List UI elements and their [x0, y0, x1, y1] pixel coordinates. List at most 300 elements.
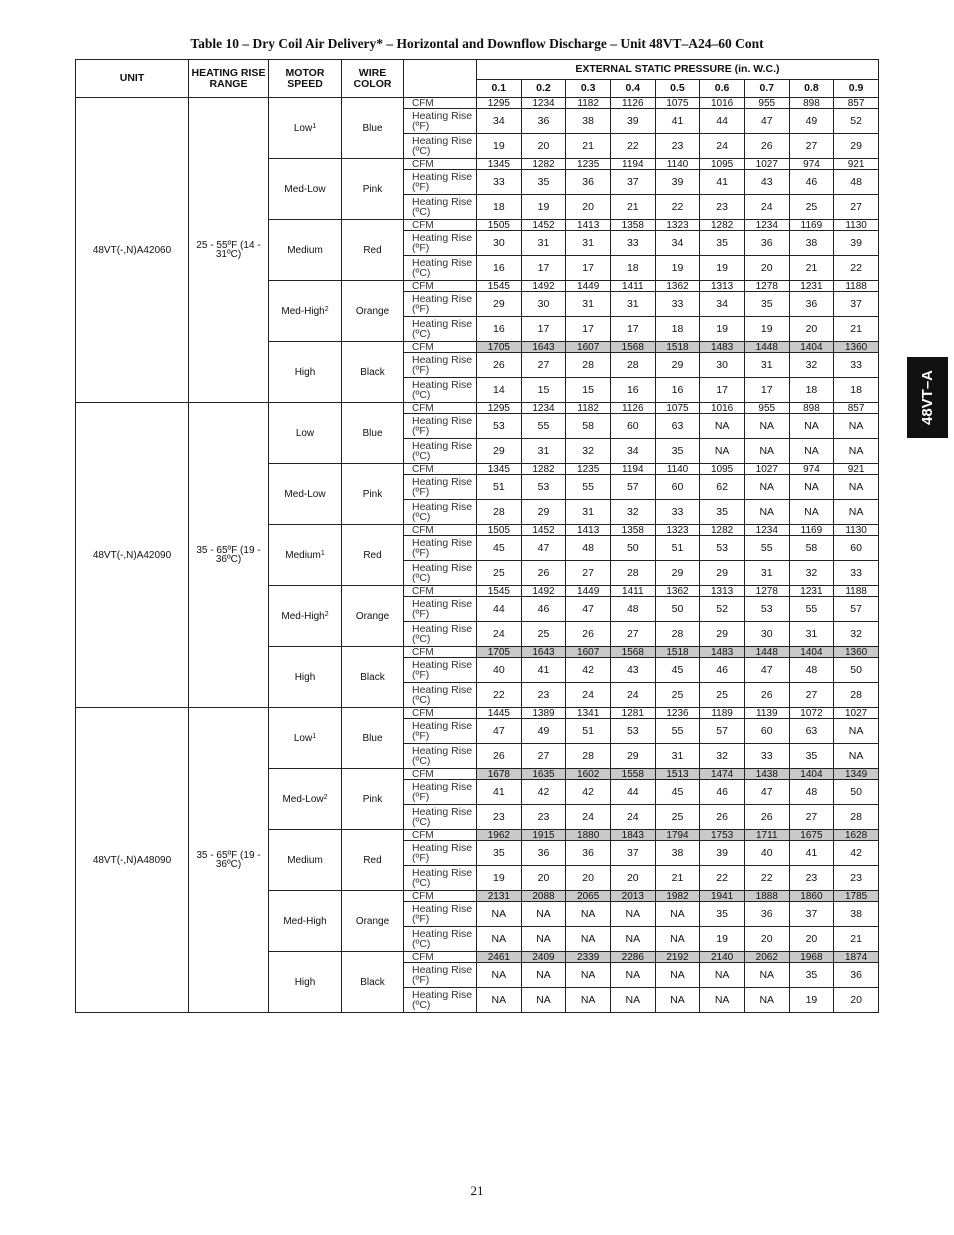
rise-f-value: 45 — [655, 658, 700, 683]
rise-c-value: 18 — [834, 378, 879, 403]
rise-f-value: 27 — [521, 353, 566, 378]
rise-f-value: 37 — [610, 170, 655, 195]
rise-c-value: 15 — [521, 378, 566, 403]
cfm-value: 1449 — [566, 586, 611, 597]
cfm-value: 1888 — [744, 891, 789, 902]
row-label-rise-c: Heating Rise (ºC) — [404, 317, 477, 342]
rise-c-value: 23 — [655, 134, 700, 159]
rise-f-value: 36 — [789, 292, 834, 317]
rise-f-value: 39 — [834, 231, 879, 256]
rise-f-value: NA — [744, 963, 789, 988]
rise-f-value: 42 — [566, 658, 611, 683]
rise-c-value: 19 — [477, 134, 522, 159]
rise-c-value: 24 — [610, 683, 655, 708]
rise-c-value: 22 — [744, 866, 789, 891]
rise-f-value: 36 — [521, 109, 566, 134]
rise-f-value: NA — [566, 902, 611, 927]
rise-c-value: NA — [655, 988, 700, 1013]
rise-c-value: 22 — [477, 683, 522, 708]
cfm-value: 2286 — [610, 952, 655, 963]
rise-f-value: NA — [655, 963, 700, 988]
rise-c-value: NA — [700, 988, 745, 1013]
motor-speed — [269, 525, 342, 586]
rise-f-value: 31 — [744, 353, 789, 378]
cfm-value: 1358 — [610, 525, 655, 536]
motor-speed-label: Medium — [285, 549, 321, 561]
rise-c-value: 22 — [610, 134, 655, 159]
rise-f-value: 31 — [566, 231, 611, 256]
cfm-value: 1360 — [834, 647, 879, 658]
rise-c-value: 21 — [834, 927, 879, 952]
cfm-value: 1140 — [655, 159, 700, 170]
rise-f-value: 49 — [521, 719, 566, 744]
rise-f-value: 44 — [477, 597, 522, 622]
rise-f-value: 55 — [566, 475, 611, 500]
row-label-rise-f: Heating Rise (ºF) — [404, 170, 477, 195]
rise-c-value: 25 — [789, 195, 834, 220]
rise-f-value: 60 — [655, 475, 700, 500]
row-label-rise-f: Heating Rise (ºF) — [404, 414, 477, 439]
rise-c-value: 18 — [610, 256, 655, 281]
rise-c-value: NA — [744, 439, 789, 464]
rise-f-value: 49 — [789, 109, 834, 134]
rise-c-value: NA — [521, 988, 566, 1013]
cfm-value: 1140 — [655, 464, 700, 475]
motor-speed-label: High — [294, 671, 316, 683]
cfm-row — [76, 98, 879, 109]
rise-c-value: 26 — [744, 683, 789, 708]
rise-f-value: 50 — [834, 658, 879, 683]
rise-c-value: 16 — [477, 317, 522, 342]
rise-c-value: 19 — [700, 317, 745, 342]
rise-f-value: 41 — [789, 841, 834, 866]
cfm-value: 1962 — [477, 830, 522, 841]
rise-f-value: 36 — [744, 902, 789, 927]
cfm-value: 1492 — [521, 281, 566, 292]
cfm-value: 1492 — [521, 586, 566, 597]
cfm-value: 1282 — [700, 220, 745, 231]
row-label-rise-c: Heating Rise (ºC) — [404, 378, 477, 403]
rise-c-value: 21 — [655, 866, 700, 891]
rise-f-value: 47 — [744, 780, 789, 805]
cfm-value: 1126 — [610, 98, 655, 109]
cfm-value: 1234 — [744, 525, 789, 536]
rise-f-value: 35 — [521, 170, 566, 195]
cfm-value: 2192 — [655, 952, 700, 963]
header-motor-speed: MOTOR SPEED — [269, 60, 342, 98]
rise-f-value: 37 — [789, 902, 834, 927]
cfm-value: 1982 — [655, 891, 700, 902]
rise-c-value: 31 — [655, 744, 700, 769]
rise-c-value: 19 — [477, 866, 522, 891]
cfm-value: 1941 — [700, 891, 745, 902]
header-pressure: 0.3 — [566, 80, 611, 98]
rise-f-value: 35 — [477, 841, 522, 866]
motor-speed — [269, 159, 342, 220]
cfm-value: 1188 — [834, 586, 879, 597]
row-label-rise-f: Heating Rise (ºF) — [404, 353, 477, 378]
rise-f-value: 45 — [655, 780, 700, 805]
rise-f-value: 60 — [610, 414, 655, 439]
row-label-rise-f: Heating Rise (ºF) — [404, 780, 477, 805]
cfm-value: 1016 — [700, 98, 745, 109]
rise-c-value: 30 — [744, 622, 789, 647]
cfm-value: 1413 — [566, 220, 611, 231]
table-title: Table 10 – Dry Coil Air Delivery* – Horizontal and Downflow Discharge – Unit 48VT–A24–60 Cont — [190, 36, 764, 51]
cfm-value: 1678 — [477, 769, 522, 780]
cfm-value: 1643 — [521, 647, 566, 658]
cfm-value: 1282 — [700, 525, 745, 536]
section-tab — [907, 357, 948, 438]
rise-c-value: 24 — [610, 805, 655, 830]
cfm-value: 1607 — [566, 647, 611, 658]
rise-c-value: 16 — [477, 256, 522, 281]
rise-f-value: NA — [789, 475, 834, 500]
heating-rise-range: 35 - 65ºF (19 - 36ºC) — [189, 708, 269, 1013]
rise-f-value: 36 — [834, 963, 879, 988]
rise-f-value: 47 — [744, 109, 789, 134]
cfm-value: 1130 — [834, 525, 879, 536]
rise-f-value: 57 — [700, 719, 745, 744]
motor-speed-label: Low — [293, 732, 313, 744]
motor-speed — [269, 952, 342, 1013]
cfm-value: 1130 — [834, 220, 879, 231]
cfm-value: 2065 — [566, 891, 611, 902]
rise-f-value: 44 — [610, 780, 655, 805]
row-label-rise-f: Heating Rise (ºF) — [404, 109, 477, 134]
rise-f-value: 41 — [700, 170, 745, 195]
rise-f-value: NA — [477, 963, 522, 988]
motor-speed — [269, 464, 342, 525]
row-label-rise-c: Heating Rise (ºC) — [404, 561, 477, 586]
rise-c-value: 33 — [834, 561, 879, 586]
rise-f-value: 57 — [834, 597, 879, 622]
rise-f-value: 39 — [655, 170, 700, 195]
cfm-value: 1602 — [566, 769, 611, 780]
rise-f-value: 50 — [655, 597, 700, 622]
cfm-value: 1643 — [521, 342, 566, 353]
rise-f-value: 36 — [521, 841, 566, 866]
motor-speed — [269, 769, 342, 830]
cfm-value: 1448 — [744, 342, 789, 353]
rise-f-value: 41 — [477, 780, 522, 805]
rise-c-value: 21 — [789, 256, 834, 281]
cfm-value: 1404 — [789, 769, 834, 780]
rise-f-value: 52 — [700, 597, 745, 622]
header-pressure: 0.2 — [521, 80, 566, 98]
cfm-value: 1169 — [789, 525, 834, 536]
header-blank — [404, 60, 477, 98]
rise-f-value: 32 — [789, 353, 834, 378]
unit-model: 48VT(-,N)A42090 — [76, 403, 189, 708]
rise-f-value: 39 — [610, 109, 655, 134]
rise-c-value: 18 — [655, 317, 700, 342]
rise-c-value: 35 — [789, 744, 834, 769]
cfm-value: 2339 — [566, 952, 611, 963]
footnote-mark: 1 — [312, 732, 317, 740]
rise-f-value: 53 — [700, 536, 745, 561]
cfm-value: 1295 — [477, 98, 522, 109]
rise-f-value: 55 — [789, 597, 834, 622]
rise-f-value: 50 — [610, 536, 655, 561]
rise-f-value: NA — [744, 414, 789, 439]
cfm-value: 1449 — [566, 281, 611, 292]
rise-c-value: NA — [789, 439, 834, 464]
rise-c-value: 29 — [700, 622, 745, 647]
rise-c-value: 20 — [521, 866, 566, 891]
rise-f-value: 41 — [521, 658, 566, 683]
rise-c-value: 27 — [789, 134, 834, 159]
cfm-value: 1705 — [477, 647, 522, 658]
rise-f-value: NA — [700, 963, 745, 988]
rise-f-value: 48 — [610, 597, 655, 622]
rise-c-value: 35 — [655, 439, 700, 464]
cfm-value: 1072 — [789, 708, 834, 719]
cfm-value: 2140 — [700, 952, 745, 963]
motor-speed-label: Med-Low — [284, 488, 326, 500]
row-label-cfm: CFM — [404, 281, 477, 292]
cfm-value: 1075 — [655, 98, 700, 109]
cfm-value: 1323 — [655, 525, 700, 536]
rise-f-value: NA — [521, 902, 566, 927]
rise-c-value: 23 — [477, 805, 522, 830]
rise-c-value: 20 — [566, 195, 611, 220]
rise-f-value: 36 — [744, 231, 789, 256]
cfm-value: 1027 — [744, 159, 789, 170]
row-label-rise-f: Heating Rise (ºF) — [404, 841, 477, 866]
rise-c-value: 20 — [789, 927, 834, 952]
wire-color: Red — [342, 525, 404, 586]
rise-c-value: 20 — [744, 256, 789, 281]
heating-rise-range: 35 - 65ºF (19 - 36ºC) — [189, 403, 269, 708]
rise-f-value: 47 — [477, 719, 522, 744]
motor-speed — [269, 281, 342, 342]
rise-c-value: 24 — [477, 622, 522, 647]
header-unit: UNIT — [76, 60, 189, 98]
rise-c-value: 17 — [610, 317, 655, 342]
row-label-rise-f: Heating Rise (ºF) — [404, 292, 477, 317]
cfm-value: 1349 — [834, 769, 879, 780]
rise-c-value: NA — [744, 988, 789, 1013]
cfm-value: 921 — [834, 464, 879, 475]
cfm-value: 1448 — [744, 647, 789, 658]
cfm-value: 1505 — [477, 220, 522, 231]
row-label-rise-f: Heating Rise (ºF) — [404, 963, 477, 988]
rise-c-value: 35 — [700, 500, 745, 525]
cfm-value: 857 — [834, 98, 879, 109]
rise-c-value: 21 — [610, 195, 655, 220]
rise-f-value: 36 — [566, 170, 611, 195]
cfm-value: 974 — [789, 464, 834, 475]
rise-c-value: 31 — [789, 622, 834, 647]
rise-c-value: 18 — [789, 378, 834, 403]
rise-c-value: 28 — [610, 561, 655, 586]
row-label-cfm: CFM — [404, 403, 477, 414]
rise-c-value: 29 — [610, 744, 655, 769]
cfm-value: 1235 — [566, 464, 611, 475]
cfm-value: 1411 — [610, 586, 655, 597]
rise-c-value: 27 — [521, 744, 566, 769]
rise-c-value: NA — [834, 500, 879, 525]
rise-c-value: 24 — [566, 683, 611, 708]
rise-c-value: 32 — [566, 439, 611, 464]
rise-f-value: 40 — [477, 658, 522, 683]
rise-f-value: 50 — [834, 780, 879, 805]
rise-c-value: 27 — [789, 805, 834, 830]
motor-speed — [269, 647, 342, 708]
motor-speed — [269, 403, 342, 464]
cfm-value: 974 — [789, 159, 834, 170]
rise-f-value: 55 — [744, 536, 789, 561]
cfm-value: 1794 — [655, 830, 700, 841]
motor-speed — [269, 220, 342, 281]
rise-c-value: 25 — [655, 683, 700, 708]
wire-color: Blue — [342, 98, 404, 159]
row-label-cfm: CFM — [404, 769, 477, 780]
rise-f-value: 42 — [834, 841, 879, 866]
rise-c-value: 28 — [655, 622, 700, 647]
rise-c-value: NA — [789, 500, 834, 525]
wire-color: Pink — [342, 159, 404, 220]
cfm-value: 1389 — [521, 708, 566, 719]
wire-color: Blue — [342, 708, 404, 769]
rise-f-value: 48 — [834, 170, 879, 195]
rise-f-value: 38 — [789, 231, 834, 256]
rise-c-value: NA — [834, 439, 879, 464]
cfm-value: 1182 — [566, 98, 611, 109]
rise-c-value: 31 — [521, 439, 566, 464]
motor-speed-label: Low — [295, 427, 315, 439]
cfm-value: 1452 — [521, 220, 566, 231]
header-pressure: 0.7 — [744, 80, 789, 98]
rise-c-value: 31 — [566, 500, 611, 525]
rise-f-value: NA — [655, 902, 700, 927]
cfm-value: 898 — [789, 98, 834, 109]
cfm-value: 1545 — [477, 281, 522, 292]
rise-f-value: 58 — [789, 536, 834, 561]
rise-f-value: NA — [610, 963, 655, 988]
rise-f-value: 30 — [700, 353, 745, 378]
cfm-value: 1568 — [610, 647, 655, 658]
header-pressure: 0.8 — [789, 80, 834, 98]
cfm-value: 1568 — [610, 342, 655, 353]
row-label-cfm: CFM — [404, 586, 477, 597]
rise-f-value: 35 — [700, 231, 745, 256]
rise-c-value: NA — [521, 927, 566, 952]
rise-f-value: 58 — [566, 414, 611, 439]
row-label-cfm: CFM — [404, 952, 477, 963]
rise-f-value: 28 — [566, 353, 611, 378]
rise-c-value: 24 — [700, 134, 745, 159]
cfm-value: 1345 — [477, 464, 522, 475]
unit-model: 48VT(-,N)A42060 — [76, 98, 189, 403]
rise-f-value: 30 — [477, 231, 522, 256]
row-label-cfm: CFM — [404, 708, 477, 719]
cfm-value: 1313 — [700, 586, 745, 597]
footnote-mark: 2 — [324, 610, 329, 618]
cfm-value: 2409 — [521, 952, 566, 963]
rise-f-value: 47 — [521, 536, 566, 561]
rise-c-value: 27 — [610, 622, 655, 647]
header-wire-color: WIRE COLOR — [342, 60, 404, 98]
rise-f-value: 37 — [610, 841, 655, 866]
motor-speed — [269, 891, 342, 952]
rise-c-value: NA — [477, 988, 522, 1013]
cfm-value: 1452 — [521, 525, 566, 536]
rise-f-value: 33 — [655, 292, 700, 317]
cfm-value: 1282 — [521, 159, 566, 170]
cfm-value: 1445 — [477, 708, 522, 719]
row-label-rise-c: Heating Rise (ºC) — [404, 683, 477, 708]
cfm-value: 1404 — [789, 647, 834, 658]
cfm-value: 1362 — [655, 281, 700, 292]
cfm-value: 1323 — [655, 220, 700, 231]
wire-color: Black — [342, 342, 404, 403]
cfm-value: 1189 — [700, 708, 745, 719]
rise-c-value: 19 — [700, 256, 745, 281]
row-label-cfm: CFM — [404, 891, 477, 902]
rise-f-value: 44 — [700, 109, 745, 134]
cfm-value: 1231 — [789, 281, 834, 292]
rise-c-value: 34 — [610, 439, 655, 464]
rise-c-value: 25 — [477, 561, 522, 586]
rise-c-value: 14 — [477, 378, 522, 403]
rise-c-value: 23 — [521, 805, 566, 830]
motor-speed — [269, 98, 342, 159]
row-label-rise-c: Heating Rise (ºC) — [404, 195, 477, 220]
rise-c-value: 17 — [566, 256, 611, 281]
cfm-value: 1843 — [610, 830, 655, 841]
rise-c-value: NA — [566, 988, 611, 1013]
cfm-value: 1282 — [521, 464, 566, 475]
rise-f-value: 46 — [521, 597, 566, 622]
rise-c-value: NA — [566, 927, 611, 952]
rise-f-value: 30 — [521, 292, 566, 317]
rise-f-value: 63 — [789, 719, 834, 744]
cfm-value: 1182 — [566, 403, 611, 414]
rise-f-value: 41 — [655, 109, 700, 134]
motor-speed-label: Med-High — [283, 915, 327, 927]
cfm-value: 1313 — [700, 281, 745, 292]
rise-f-value: 57 — [610, 475, 655, 500]
rise-f-value: 29 — [655, 353, 700, 378]
motor-speed-label: High — [294, 976, 316, 988]
rise-f-value: 28 — [610, 353, 655, 378]
cfm-value: 1404 — [789, 342, 834, 353]
cfm-value: 1915 — [521, 830, 566, 841]
rise-c-value: 17 — [700, 378, 745, 403]
row-label-rise-c: Heating Rise (ºC) — [404, 805, 477, 830]
rise-f-value: 46 — [700, 780, 745, 805]
rise-f-value: 33 — [477, 170, 522, 195]
row-label-rise-c: Heating Rise (ºC) — [404, 744, 477, 769]
rise-f-value: 43 — [744, 170, 789, 195]
rise-c-value: 28 — [477, 500, 522, 525]
rise-f-value: 31 — [566, 292, 611, 317]
row-label-rise-c: Heating Rise (ºC) — [404, 256, 477, 281]
rise-c-value: 29 — [834, 134, 879, 159]
motor-speed — [269, 830, 342, 891]
rise-f-value: 43 — [610, 658, 655, 683]
rise-f-value: 60 — [834, 536, 879, 561]
rise-f-value: 63 — [655, 414, 700, 439]
cfm-value: 1235 — [566, 159, 611, 170]
cfm-value: 1518 — [655, 342, 700, 353]
row-label-rise-f: Heating Rise (ºF) — [404, 719, 477, 744]
rise-c-value: 20 — [610, 866, 655, 891]
cfm-value: 1075 — [655, 403, 700, 414]
rise-f-value: NA — [700, 414, 745, 439]
